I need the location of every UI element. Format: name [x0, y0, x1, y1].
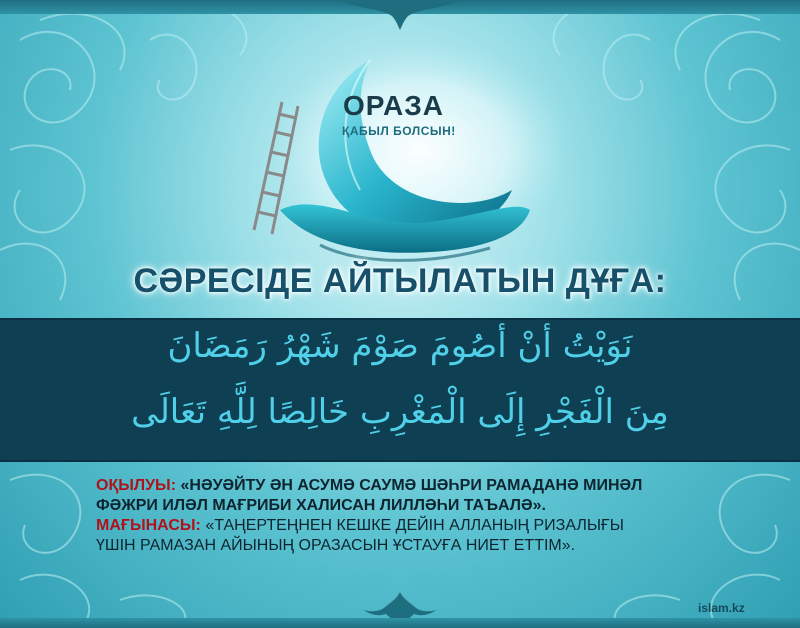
- reading-label: ОҚЫЛУЫ:: [96, 477, 177, 494]
- meaning-line-1: [96, 516, 716, 536]
- bottom-border: [0, 618, 800, 628]
- brand-watermark: islam.kz: [698, 601, 745, 615]
- arabic-line-2: مِنَ الْفَجْرِ إِلَى الْمَغْرِبِ خَالِصًا لِلَّهِ تَعَالَى: [131, 392, 669, 432]
- transliteration-block: [96, 476, 716, 556]
- reading-line-2: ФӘЖРИ ИЛӘЛ МАҒРИБИ ХАЛИСАН ЛИЛЛӘҺИ ТАЪАЛӘ».: [96, 497, 546, 514]
- meaning-label: МАҒЫНАСЫ:: [96, 517, 201, 534]
- fleur-finial-icon: [340, 0, 460, 30]
- crescent-moon-scene: [230, 40, 560, 270]
- reading-line-1: [96, 476, 716, 496]
- poster-subtitle: ҚАБЫЛ БОЛСЫН!: [342, 124, 456, 138]
- reading-text-1: «НӘУӘЙТУ ӘН АСУМӘ САУМӘ ШӘҺРИ РАМАДАНӘ МИНӘЛ: [180, 477, 643, 494]
- meaning-text-1: «ТАҢЕРТЕҢНЕН КЕШКЕ ДЕЙІН АЛЛАНЫҢ РИЗАЛЫҒЫ: [205, 517, 624, 534]
- meaning-line-2: ҮШІН РАМАЗАН АЙЫНЫҢ ОРАЗАСЫН ҰСТАУҒА НИЕТ ЕТТІМ».: [96, 537, 576, 554]
- poster-title: ОРАЗА: [343, 90, 444, 121]
- arabic-line-1: نَوَيْتُ أنْ أصُومَ صَوْمَ شَهْرُ رَمَضَانَ: [167, 326, 633, 366]
- dua-heading: СӘРЕСІДЕ АЙТЫЛАТЫН ДҰҒА:: [133, 262, 667, 300]
